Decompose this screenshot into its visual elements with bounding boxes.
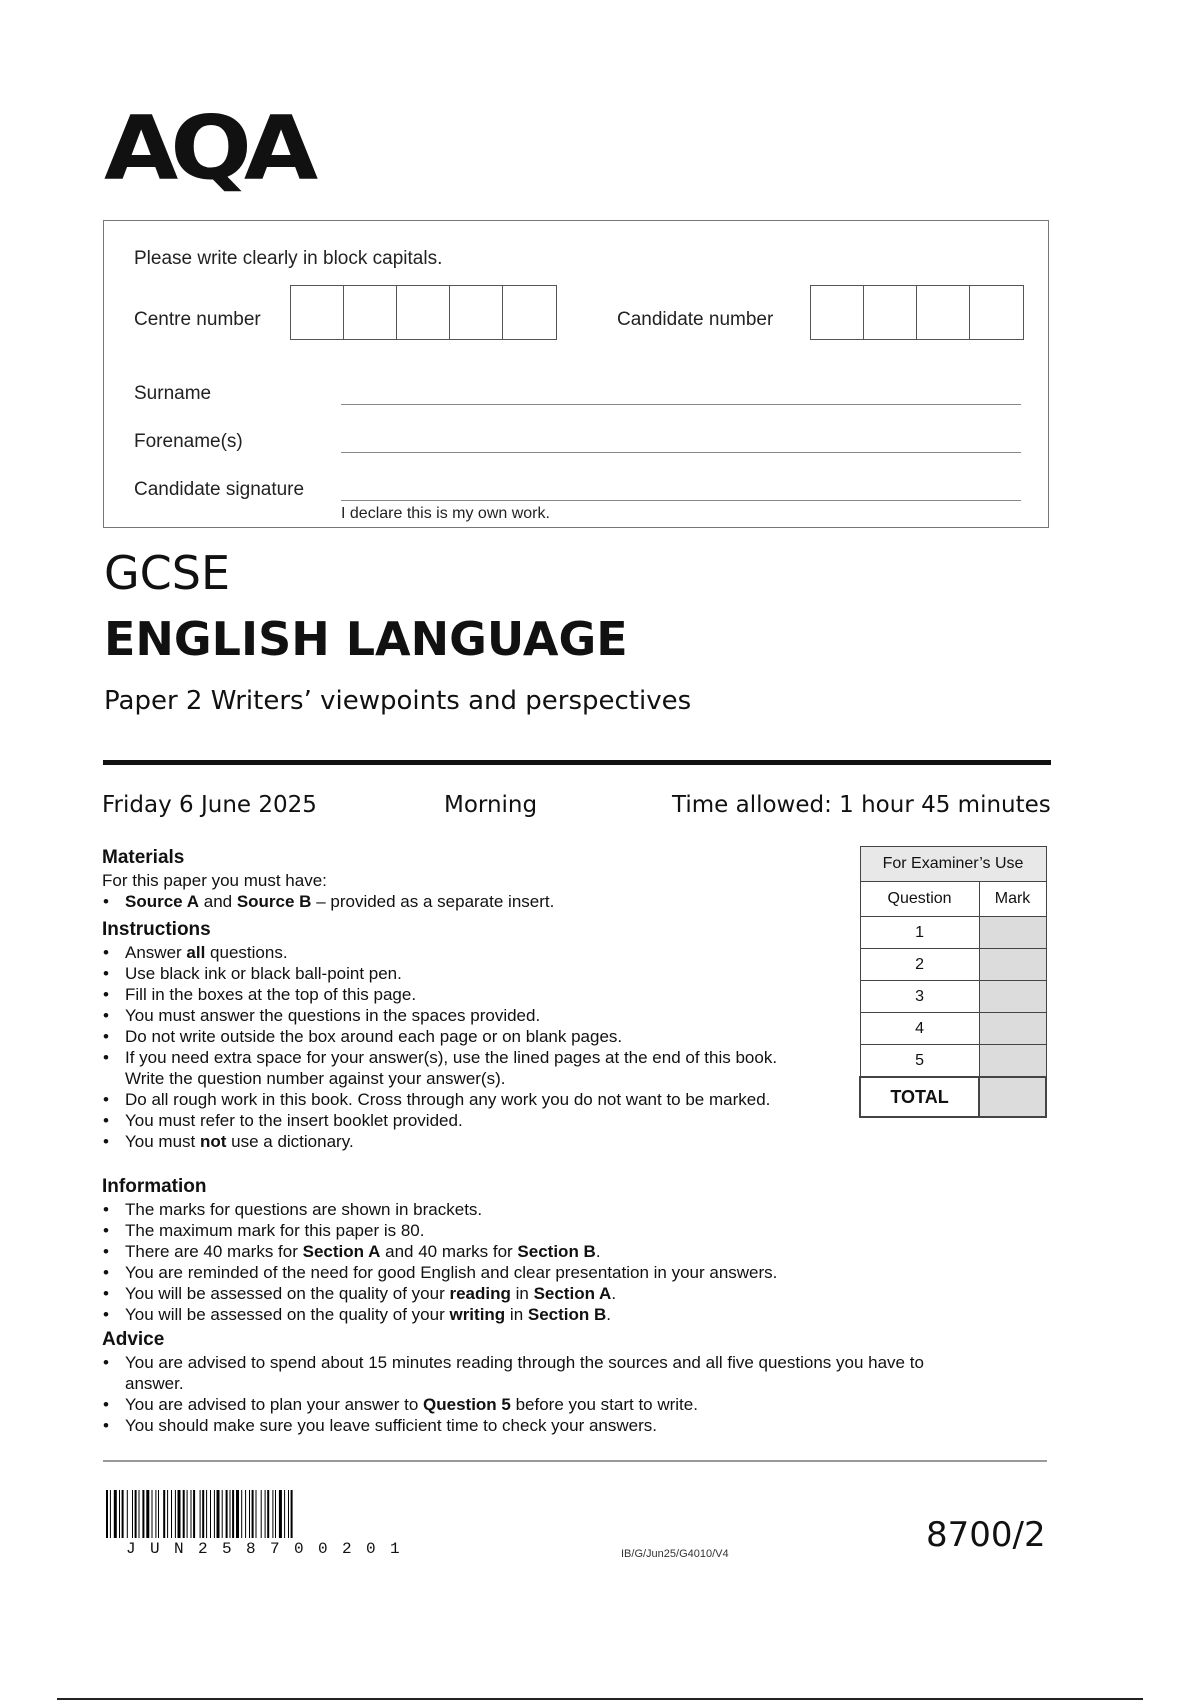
barcode-bar [267,1490,269,1538]
barcode-bar [155,1490,156,1538]
barcode-bar [275,1490,276,1538]
barcode-bar [135,1490,137,1538]
barcode-bar [191,1490,192,1538]
barcode-bar [183,1490,185,1538]
barcode-bar [279,1490,282,1538]
centre-number-cell[interactable] [344,286,397,339]
barcode-bar [249,1490,250,1538]
barcode-bar [114,1490,117,1538]
barcode-bar [132,1490,133,1538]
barcode-bar [175,1490,176,1538]
barcode-bar [158,1490,159,1538]
barcode-bar [261,1490,262,1538]
paper-title: Paper 2 Writers’ viewpoints and perspectives [104,686,692,716]
forenames-line[interactable] [341,452,1021,453]
instruction-item: • If you need extra space for your answer(s), use the lined pages at the end of this book. Write the question number against your answer(s). [125,1047,782,1089]
information-item: • You will be assessed on the quality of your reading in Section A. [125,1283,1002,1304]
barcode-bar [171,1490,172,1538]
centre-number-label: Centre number [134,309,261,330]
time-allowed: Time allowed: 1 hour 45 minutes [672,792,1051,818]
barcode-bar [245,1490,246,1538]
candidate-number-label: Candidate number [617,309,774,330]
advice-item: • You should make sure you leave sufficient time to check your answers. [125,1415,962,1436]
barcode-bar [110,1490,111,1538]
materials-section [102,846,862,912]
barcode-bar [222,1490,223,1538]
question-number: 2 [860,949,979,981]
mark-cell [979,917,1046,949]
barcode-bar [152,1490,153,1538]
information-heading: Information [102,1176,207,1197]
aqa-logo: AQA [104,96,311,200]
exam-subject: ENGLISH LANGUAGE [104,612,628,666]
centre-number-grid[interactable] [290,285,557,340]
barcode-bar [139,1490,140,1538]
candidate-details-box [103,220,1049,528]
barcode-bar [178,1490,181,1538]
total-label: TOTAL [860,1077,979,1117]
mark-cell [979,1013,1046,1045]
mark-cell [979,949,1046,981]
barcode-bar [230,1490,231,1538]
barcode-bar [106,1490,108,1538]
paper-code: 8700/2 [926,1515,1046,1555]
question-number: 3 [860,981,979,1013]
paper-reference: IB/G/Jun25/G4010/V4 [621,1548,729,1560]
surname-label: Surname [134,383,212,404]
question-column-header: Question [860,882,979,917]
barcode-text: JUN258700201 [126,1540,415,1558]
candidate-number-grid[interactable] [810,285,1024,340]
instruction-item: • Fill in the boxes at the top of this page. [125,984,782,1005]
mark-cell [979,981,1046,1013]
exam-level: GCSE [104,546,231,600]
instructions-heading: Instructions [102,919,211,940]
candidate-number-cell[interactable] [917,286,970,339]
question-number: 5 [860,1045,979,1078]
instruction-item: • You must not use a dictionary. [125,1131,782,1152]
instructions-section [102,918,782,1152]
barcode-bar [119,1490,120,1538]
instruction-item: • Answer all questions. [125,942,782,963]
declaration-text: I declare this is my own work. [341,505,550,522]
information-item: • You will be assessed on the quality of your writing in Section B. [125,1304,1002,1325]
barcode-bar [288,1490,289,1538]
question-number: 1 [860,917,979,949]
mark-cell [979,1045,1046,1078]
instruction-item: • You must answer the questions in the spaces provided. [125,1005,782,1026]
instruction-item: • Do not write outside the box around each page or on blank pages. [125,1026,782,1047]
materials-heading: Materials [102,847,185,868]
barcode-image [106,1490,462,1538]
barcode-bar [193,1490,195,1538]
centre-number-cell[interactable] [397,286,450,339]
information-section [102,1175,1002,1325]
barcode-bar [146,1490,149,1538]
barcode-bar [200,1490,201,1538]
barcode-bar [284,1490,285,1538]
materials-item: • Source A and Source B – provided as a separate insert. [125,891,862,912]
candidate-number-cell[interactable] [864,286,917,339]
centre-number-cell[interactable] [503,286,556,339]
centre-number-cell[interactable] [450,286,503,339]
signature-line[interactable] [341,500,1021,501]
instruction-item: • Use black ink or black ball-point pen. [125,963,782,984]
barcode-bar [252,1490,254,1538]
barcode-bar [272,1490,273,1538]
barcode-bar [256,1490,257,1538]
instruction-item: • You must refer to the insert booklet provided. [125,1110,782,1131]
question-number: 4 [860,1013,979,1045]
forenames-label: Forename(s) [134,431,243,452]
information-item: • You are reminded of the need for good English and clear presentation in your answers. [125,1262,1002,1283]
exam-session: Morning [444,792,538,818]
barcode-bar [241,1490,242,1538]
advice-section [102,1328,962,1436]
barcode-bar [210,1490,211,1538]
advice-item: • You are advised to spend about 15 minutes reading through the sources and all five questions you have to answer. [125,1352,962,1394]
barcode-bar [206,1490,207,1538]
advice-heading: Advice [102,1329,165,1350]
bottom-divider [103,1460,1047,1462]
barcode-bar [142,1490,144,1538]
mark-column-header: Mark [979,882,1046,917]
barcode-bar [236,1490,239,1538]
barcode-bar [226,1490,228,1538]
barcode-bar [202,1490,204,1538]
barcode-bar [163,1490,165,1538]
barcode-bar [122,1490,124,1538]
information-item: • The marks for questions are shown in brackets. [125,1199,1002,1220]
barcode-bar [167,1490,168,1538]
examiner-use-table [859,846,1047,1118]
barcode-bar [127,1490,128,1538]
examiner-table-header: For Examiner’s Use [860,847,1046,882]
materials-intro: For this paper you must have: [102,871,327,890]
block-capitals-instruction: Please write clearly in block capitals. [134,248,443,269]
barcode-bar [187,1490,188,1538]
advice-item: • You are advised to plan your answer to Question 5 before you start to write. [125,1394,962,1415]
candidate-number-cell[interactable] [970,286,1023,339]
candidate-number-cell[interactable] [811,286,864,339]
signature-label: Candidate signature [134,479,305,500]
total-mark-cell [979,1077,1046,1117]
barcode-bar [265,1490,266,1538]
exam-date: Friday 6 June 2025 [102,792,317,818]
title-divider [103,760,1051,765]
barcode-bar [232,1490,234,1538]
barcode-bar [214,1490,215,1538]
information-item: • The maximum mark for this paper is 80. [125,1220,1002,1241]
centre-number-cell[interactable] [291,286,344,339]
instruction-item: • Do all rough work in this book. Cross through any work you do not want to be marked. [125,1089,782,1110]
barcode-bar [217,1490,220,1538]
barcode-bar [291,1490,293,1538]
information-item: • There are 40 marks for Section A and 40 marks for Section B. [125,1241,1002,1262]
surname-line[interactable] [341,404,1021,405]
